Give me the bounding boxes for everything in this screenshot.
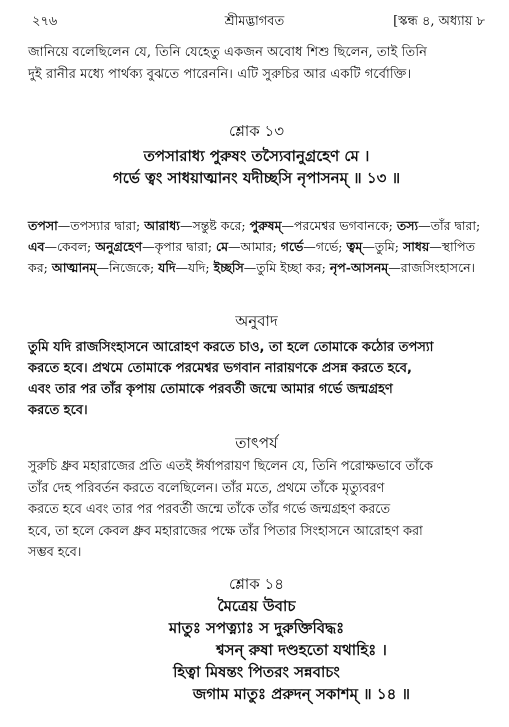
verse-line: শ্বসন্ রুষা দণ্ডহতো যথাহিঃ । bbox=[216, 641, 387, 659]
synonym-meaning: —কেবল; bbox=[44, 239, 96, 254]
synonym-word: নৃপ-আসনম্ bbox=[329, 260, 389, 275]
translation-line: করতে হবে। প্রথমে তোমাকে পরমেশ্বর ভগবান নারায়ণকে প্রসন্ন করতে হবে, bbox=[28, 361, 412, 376]
synonym-word: সাধয় bbox=[402, 239, 430, 254]
purport-line: সুরুচি ধ্রুব মহারাজের প্রতি এতই ঈর্ষাপরায়ণ ছিলেন যে, তিনি পরোক্ষভাবে তাঁকে bbox=[28, 459, 433, 474]
translation-line: তুমি যদি রাজসিংহাসনে আরোহণ করতে চাও, তা হলে তোমাকে কঠোর তপস্যা bbox=[28, 340, 434, 355]
translation-paragraph bbox=[28, 337, 485, 421]
page-number: ২৭৬ bbox=[32, 14, 58, 29]
synonym-word: ত্বম্ bbox=[346, 239, 363, 254]
verse-line: গর্ভে ত্বং সাধয়াত্মানং যদীচ্ছসি নৃপাসনম্ ॥ ১৩ ॥ bbox=[112, 169, 401, 187]
translation-line: করতে হবে। bbox=[28, 403, 88, 418]
verse-13-heading: শ্লোক ১৩ bbox=[229, 122, 284, 140]
synonym-word: তস্য bbox=[396, 218, 419, 233]
intro-line: দুই রানীর মধ্যে পার্থক্য বুঝতে পারেননি। এটি সুরুচির আর একটি গর্বোক্তি। bbox=[28, 67, 412, 82]
verse-line: মৈত্রেয় উবাচ bbox=[217, 597, 296, 615]
translation-heading: অনুবাদ bbox=[235, 312, 278, 330]
page-header bbox=[24, 12, 485, 32]
synonym-word: পুরুষম্ bbox=[249, 218, 282, 233]
synonym-word: আরাধ্য bbox=[144, 218, 180, 233]
synonym-meaning: —রাজসিংহাসনে। bbox=[388, 260, 476, 275]
word-for-word bbox=[28, 215, 485, 278]
purport-line: হবে, তা হলে কেবল ধ্রুব মহারাজের পক্ষে তাঁর পিতার সিংহাসনে আরোহণ করা bbox=[28, 523, 423, 539]
synonym-meaning: —কৃপার দ্বারা; bbox=[142, 239, 217, 254]
synonym-meaning: —তুমি ইচ্ছা কর; bbox=[243, 260, 330, 275]
synonym-word: গর্ভে bbox=[280, 239, 304, 254]
book-title: শ্রীমদ্ভাগবত bbox=[224, 14, 285, 29]
synonym-word: এব bbox=[28, 239, 45, 254]
verse-line: হিত্বা মিষন্তং পিতরং সন্নবাচং bbox=[173, 663, 340, 681]
synonym-meaning: —সন্তুষ্ট করে; bbox=[179, 218, 250, 233]
synonym-word: যদি bbox=[158, 260, 176, 275]
verse-13-text bbox=[28, 145, 485, 189]
verse-line: তপসারাধ্য পুরুষং তস্যৈবানুগ্রহেণ মে । bbox=[143, 147, 370, 165]
chapter-reference: [স্কন্ধ ৪, অধ্যায় ৮ bbox=[393, 14, 485, 29]
synonym-meaning: —গর্ভে; bbox=[303, 239, 347, 254]
synonym-word: তপসা bbox=[28, 218, 58, 233]
synonym-meaning: —তুমি; bbox=[362, 239, 403, 254]
verse-line: জগাম মাতুঃ প্ররুদন্ সকাশম্ ॥ ১৪ ॥ bbox=[192, 685, 411, 703]
synonym-meaning: —তাঁর দ্বারা; bbox=[418, 218, 481, 233]
synonym-word: আত্মানম্ bbox=[51, 260, 97, 275]
purport-line: করতে হবে এবং তার পর পরবর্তী জন্মে তাঁকে তাঁর গর্ভে জন্মগ্রহণ করতে bbox=[28, 502, 391, 517]
intro-paragraph bbox=[28, 42, 485, 86]
synonym-meaning: —পরমেশ্বর ভগবানকে; bbox=[281, 218, 397, 233]
verse-14-text bbox=[28, 595, 485, 705]
synonym-meaning: —তপস্যার দ্বারা; bbox=[57, 218, 145, 233]
synonym-word: অনুগ্রহেণ bbox=[95, 239, 143, 254]
purport-line: সম্ভব হবে। bbox=[28, 545, 82, 560]
translation-line: এবং তার পর তাঁর কৃপায় তোমাকে পরবর্তী জন্মে আমার গর্ভে জন্মগ্রহণ bbox=[28, 382, 393, 397]
synonym-meaning: —স্থাপিত কর; bbox=[28, 239, 476, 275]
synonym-meaning: —নিজেকে; bbox=[96, 260, 159, 275]
synonym-meaning: —যদি; bbox=[175, 260, 214, 275]
synonym-word: ইচ্ছসি bbox=[213, 260, 244, 275]
purport-paragraph bbox=[28, 456, 485, 564]
purport-line: তাঁর দেহ পরিবর্তন করতে বলেছিলেন। তাঁর মতে, প্রথমে তাঁকে মৃত্যুবরণ bbox=[28, 480, 385, 496]
intro-line: জানিয়ে বলেছিলেন যে, তিনি যেহেতু একজন অবোধ শিশু ছিলেন, তাই তিনি bbox=[28, 45, 427, 60]
synonym-meaning: —আমার; bbox=[228, 239, 281, 254]
verse-14-heading: শ্লোক ১৪ bbox=[229, 575, 284, 593]
verse-line: মাতুঃ সপত্ন্যাঃ স দুরুক্তিবিদ্ধঃ bbox=[168, 619, 345, 637]
synonym-word: মে bbox=[216, 239, 229, 254]
purport-heading: তাৎপর্য bbox=[235, 434, 278, 452]
